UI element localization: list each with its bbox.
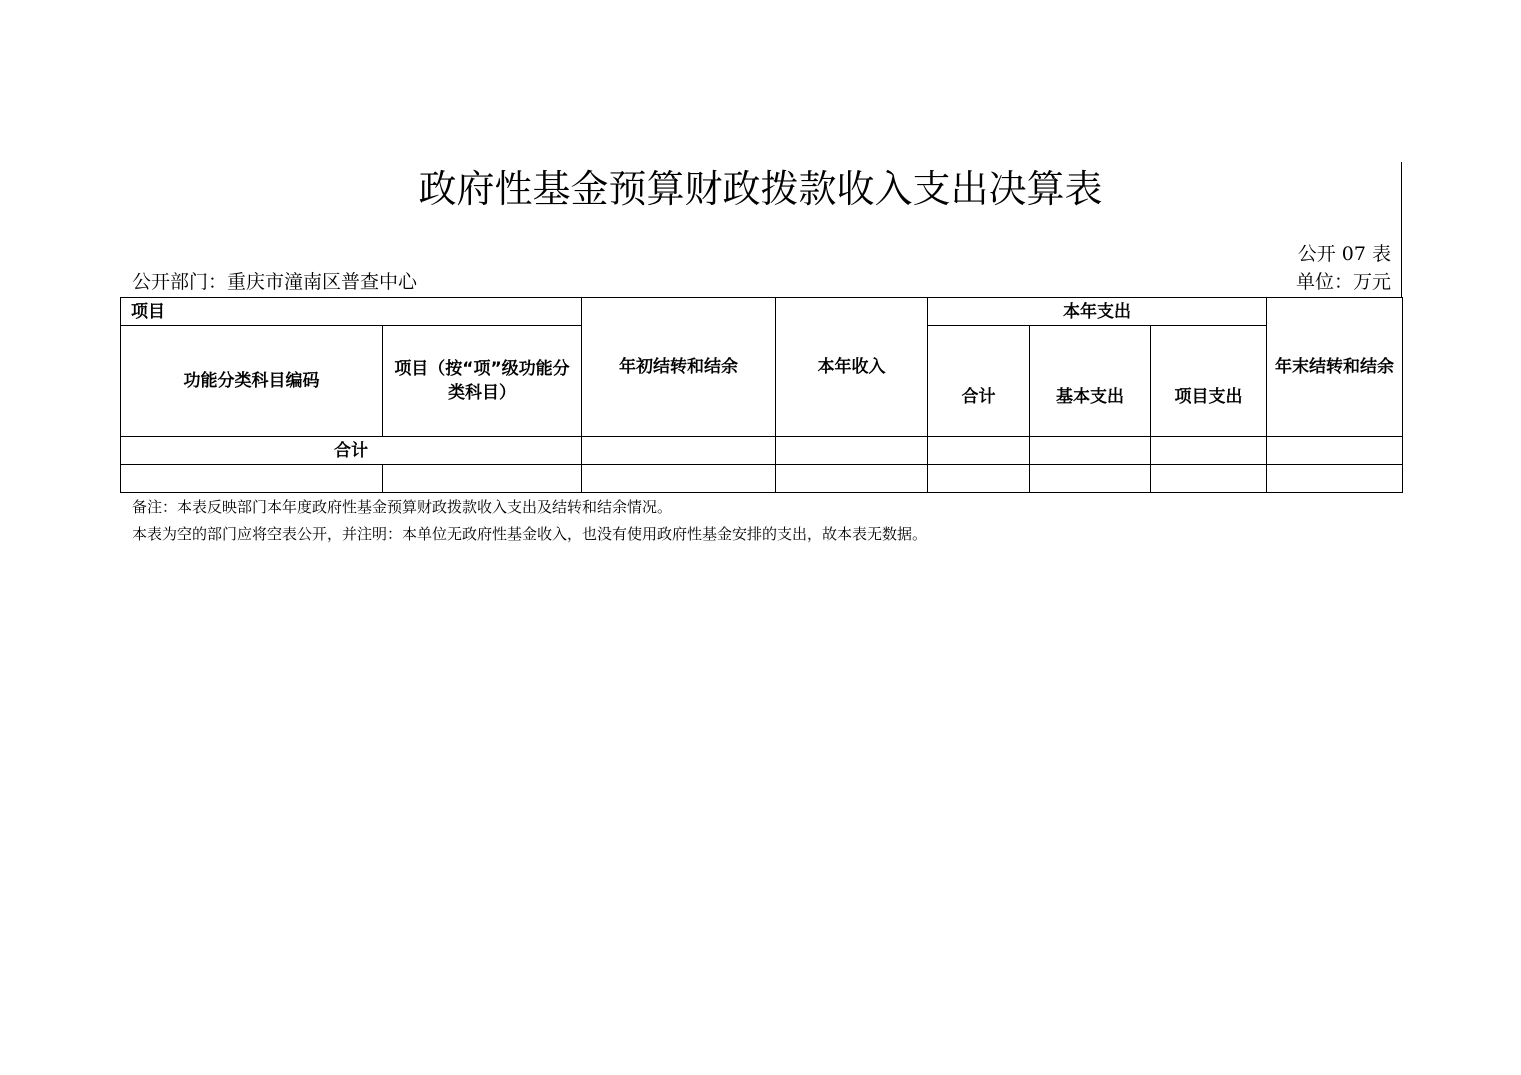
total-expense-total-cell — [928, 437, 1030, 465]
header-project-name: 项目（按“项”级功能分类科目） — [383, 326, 582, 437]
department-label: 公开部门：重庆市潼南区普查中心 — [132, 271, 418, 293]
row-closing-balance-cell — [1267, 465, 1403, 493]
note-line-1: 备注：本表反映部门本年度政府性基金预算财政拨款收入支出及结转和结余情况。 — [132, 498, 673, 516]
row-annual-income-cell — [776, 465, 928, 493]
budget-table — [120, 297, 1403, 493]
row-project-expense-cell — [1151, 465, 1267, 493]
table-row — [121, 465, 1403, 493]
row-function-code-cell — [121, 465, 383, 493]
note-line-2: 本表为空的部门应将空表公开，并注明：本单位无政府性基金收入，也没有使用政府性基金安排的支出，故本表无数据。 — [132, 525, 928, 543]
header-project-group: 项目 — [121, 298, 582, 326]
header-basic-expense: 基本支出 — [1030, 326, 1151, 437]
total-basic-expense-cell — [1030, 437, 1151, 465]
unit-label: 单位：万元 — [1295, 271, 1391, 293]
row-project-name-cell — [383, 465, 582, 493]
row-basic-expense-cell — [1030, 465, 1151, 493]
header-annual-expense-group: 本年支出 — [928, 298, 1267, 326]
total-project-expense-cell — [1151, 437, 1267, 465]
header-expense-total: 合计 — [928, 326, 1030, 437]
header-function-code: 功能分类科目编码 — [121, 326, 383, 437]
total-opening-balance-cell — [582, 437, 776, 465]
header-project-expense: 项目支出 — [1151, 326, 1267, 437]
total-row-label: 合计 — [121, 437, 582, 465]
total-closing-balance-cell — [1267, 437, 1403, 465]
header-opening-balance: 年初结转和结余 — [582, 298, 776, 437]
header-closing-balance: 年末结转和结余 — [1267, 298, 1403, 437]
row-opening-balance-cell — [582, 465, 776, 493]
row-expense-total-cell — [928, 465, 1030, 493]
total-row — [121, 437, 1403, 465]
table-number: 公开 07 表 — [1297, 243, 1391, 265]
right-border-rule — [1401, 162, 1402, 298]
page-title: 政府性基金预算财政拨款收入支出决算表 — [418, 167, 1103, 211]
header-annual-income: 本年收入 — [776, 298, 928, 437]
total-annual-income-cell — [776, 437, 928, 465]
